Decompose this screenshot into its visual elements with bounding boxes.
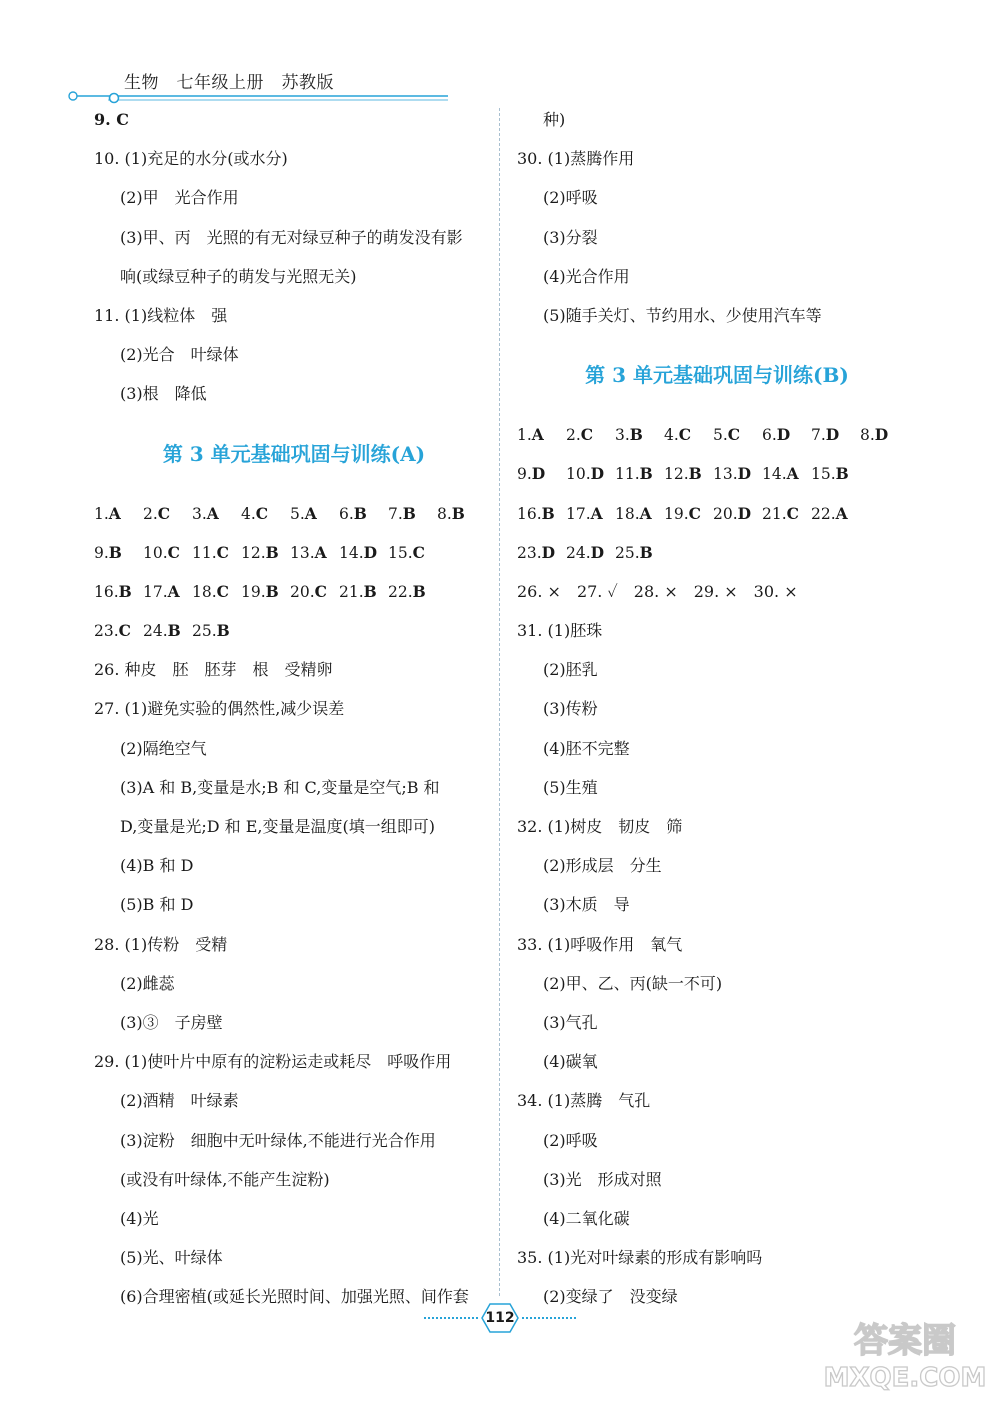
answer-letter: B: [835, 464, 849, 484]
question-number: 18.: [192, 582, 217, 601]
question-number: 24.: [566, 543, 591, 562]
question-number: 9.: [517, 465, 532, 484]
choice-answer: [241, 572, 290, 611]
choice-answer: [566, 415, 615, 454]
question-number: 14.: [339, 543, 364, 562]
answer-letter: A: [786, 464, 799, 484]
answer-letter: B: [639, 542, 653, 562]
answer-line: 32. (1)树皮 韧皮 筛: [517, 817, 683, 836]
choice-answer: [566, 533, 615, 572]
question-number: 20.: [713, 504, 738, 523]
question-number: 23.: [517, 543, 542, 562]
answer-letter: B: [167, 621, 181, 641]
watermark-logo: [820, 1310, 990, 1395]
choice-answers-row: [517, 415, 917, 454]
question-number: 7.: [388, 504, 403, 523]
choice-answers-row: [94, 533, 494, 572]
answer-line: (3)③ 子房壁: [120, 1012, 223, 1032]
answer-letter: D: [541, 542, 556, 562]
answer-line: 种): [543, 110, 566, 129]
question-number: 4.: [664, 426, 679, 445]
answer-line: (5)生殖: [543, 777, 598, 797]
answer-line: 29. (1)使叶片中原有的淀粉运走或耗尽 呼吸作用: [94, 1052, 452, 1072]
answer-line: (4)胚不完整: [543, 738, 630, 758]
answer-line: (2)胚乳: [543, 660, 598, 680]
answer-line: (4)二氧化碳: [543, 1208, 630, 1228]
choice-answer: [241, 533, 290, 572]
answer-letter: A: [590, 503, 603, 523]
answer-letter: C: [255, 503, 269, 523]
question-number: 13.: [290, 543, 315, 562]
answer-letter: D: [590, 464, 605, 484]
answer-line: 26. × 27. ✓ 28. × 29. × 30. ×: [517, 581, 798, 601]
choice-answer: [811, 415, 860, 454]
choice-answer: [192, 494, 241, 533]
answer-letter: C: [118, 621, 131, 641]
choice-answer: [94, 611, 143, 650]
answer-line: 30. (1)蒸腾作用: [517, 149, 635, 169]
answer-line: (3)木质 导: [543, 895, 630, 915]
choice-answer: [517, 454, 566, 493]
choice-answer: [339, 494, 388, 533]
answer-line: 33. (1)呼吸作用 氧气: [517, 934, 683, 954]
choice-answer: [615, 415, 664, 454]
choice-answer: [615, 454, 664, 493]
answer-line: (2)变绿了 没变绿: [543, 1287, 678, 1307]
answer-letter: B: [265, 542, 279, 562]
answer-line: D,变量是光;D 和 E,变量是温度(填一组即可): [120, 817, 435, 836]
answer-letter: A: [531, 425, 544, 445]
question-number: 13.: [713, 465, 738, 484]
answer-letter: B: [118, 581, 132, 601]
choice-answer: [290, 494, 339, 533]
answer-line: (5)随手关灯、节约用水、少使用汽车等: [543, 305, 822, 325]
choice-answer: [811, 454, 860, 493]
answer-letter: A: [167, 581, 180, 601]
book-title: 生物 七年级上册 苏教版: [124, 73, 334, 93]
choice-answer: [566, 454, 615, 493]
question-number: 19.: [241, 582, 266, 601]
choice-answer: [388, 494, 437, 533]
choice-answer: [615, 494, 664, 533]
question-number: 5.: [713, 426, 728, 445]
answer-letter: C: [786, 503, 799, 523]
answer-letter: B: [216, 621, 230, 641]
question-number: 14.: [762, 465, 787, 484]
question-number: 3.: [192, 504, 207, 523]
answer-letter: A: [835, 503, 848, 523]
right-column: [517, 100, 917, 1316]
question-number: 2.: [143, 504, 158, 523]
choice-answer: [339, 533, 388, 572]
question-number: 5.: [290, 504, 305, 523]
answer-letter: B: [541, 503, 555, 523]
choice-answer: [290, 572, 339, 611]
question-number: 1.: [517, 426, 532, 445]
answer-line: (2)酒精 叶绿素: [120, 1091, 239, 1111]
question-number: 7.: [811, 426, 826, 445]
answer-letter: D: [776, 425, 791, 445]
answer-letter: D: [825, 425, 840, 445]
answer-letter: B: [639, 464, 653, 484]
choice-answer: [811, 494, 860, 533]
question-number: 11.: [192, 543, 217, 562]
answer-line: 31. (1)胚珠: [517, 621, 603, 641]
choice-answer: [713, 454, 762, 493]
answer-letter: C: [157, 503, 171, 523]
answer-letter: B: [265, 581, 279, 601]
answer-letter: B: [629, 425, 643, 445]
answer-line: 10. (1)充足的水分(或水分): [94, 149, 288, 169]
page-footer: [420, 1300, 580, 1340]
choice-answer: [615, 533, 664, 572]
choice-answer: [713, 494, 762, 533]
question-number: 21.: [339, 582, 364, 601]
question-number: 18.: [615, 504, 640, 523]
question-number: 12.: [241, 543, 266, 562]
choice-answer: [388, 572, 437, 611]
choice-answer: [94, 494, 143, 533]
answer-letter: D: [363, 542, 378, 562]
question-number: 23.: [94, 622, 119, 641]
question-number: 10.: [143, 543, 168, 562]
choice-answer: [860, 415, 909, 454]
answer-letter: C: [580, 425, 594, 445]
answer-letter: A: [108, 503, 121, 523]
choice-answer: [94, 572, 143, 611]
answer-line: (2)呼吸: [543, 1130, 598, 1150]
question-number: 25.: [192, 622, 217, 641]
choice-answer: [762, 415, 811, 454]
answer-letter: A: [304, 503, 317, 523]
question-number: 3.: [615, 426, 630, 445]
answer-line: (2)形成层 分生: [543, 856, 662, 876]
section-heading: 第 3 单元基础巩固与训练(A): [162, 441, 426, 466]
answer-letter: C: [727, 425, 741, 445]
choice-answers-row: [94, 494, 494, 533]
answer-line: (2)隔绝空气: [120, 738, 207, 758]
answer-line: 9. C: [94, 110, 130, 129]
choice-answer: [192, 611, 241, 650]
choice-answer: [566, 494, 615, 533]
answer-line: (2)雌蕊: [120, 973, 175, 993]
answer-letter: C: [412, 542, 425, 562]
answer-line: (4)光: [120, 1208, 159, 1228]
choice-answers-row: [517, 454, 917, 493]
question-number: 4.: [241, 504, 256, 523]
svg-text:答案圈: 答案圈: [854, 1321, 956, 1361]
question-number: 17.: [566, 504, 591, 523]
choice-answer: [143, 611, 192, 650]
question-number: 19.: [664, 504, 689, 523]
answer-letter: D: [737, 503, 752, 523]
answer-line: (6)合理密植(或延长光照时间、加强光照、间作套: [120, 1287, 469, 1307]
answer-letter: B: [108, 542, 122, 562]
answer-line: (3)光 形成对照: [543, 1169, 662, 1189]
question-number: 9.: [94, 543, 109, 562]
answer-line: (2)甲 光合作用: [120, 188, 239, 208]
answer-letter: A: [639, 503, 652, 523]
answer-letter: C: [216, 581, 229, 601]
answer-letter: B: [688, 464, 702, 484]
question-number: 6.: [762, 426, 777, 445]
answer-line: 34. (1)蒸腾 气孔: [517, 1091, 651, 1111]
answer-line: 35. (1)光对叶绿素的形成有影响吗: [517, 1248, 763, 1268]
question-number: 22.: [811, 504, 836, 523]
question-number: 16.: [94, 582, 119, 601]
column-divider: [499, 108, 500, 1296]
answer-letter: D: [737, 464, 752, 484]
answer-line: 响(或绿豆种子的萌发与光照无关): [120, 266, 357, 286]
section-heading: 第 3 单元基础巩固与训练(B): [585, 363, 849, 388]
choice-answer: [290, 533, 339, 572]
answer-letter: D: [531, 464, 546, 484]
question-number: 1.: [94, 504, 109, 523]
choice-answer: [241, 494, 290, 533]
answer-letter: B: [363, 581, 377, 601]
choice-answer: [192, 533, 241, 572]
choice-answer: [388, 533, 437, 572]
answer-letter: C: [688, 503, 701, 523]
question-number: 10.: [566, 465, 591, 484]
answer-letter: D: [874, 425, 889, 445]
answer-line: (4)光合作用: [543, 266, 630, 286]
question-number: 21.: [762, 504, 787, 523]
answer-letter: C: [678, 425, 692, 445]
choice-answer: [143, 572, 192, 611]
question-number: 12.: [664, 465, 689, 484]
choice-answer: [517, 415, 566, 454]
answer-line: 28. (1)传粉 受精: [94, 934, 228, 954]
page-number: 112: [485, 1310, 515, 1326]
choice-answer: [517, 533, 566, 572]
choice-answer: [664, 454, 713, 493]
choice-answer: [762, 494, 811, 533]
answer-line: (3)A 和 B,变量是水;B 和 C,变量是空气;B 和: [120, 777, 440, 797]
choice-answer: [192, 572, 241, 611]
answer-letter: B: [451, 503, 465, 523]
answer-letter: C: [216, 542, 229, 562]
choice-answer: [437, 494, 486, 533]
answer-letter: B: [353, 503, 367, 523]
answer-letter: C: [314, 581, 327, 601]
answer-line: (3)气孔: [543, 1012, 598, 1032]
choice-answer: [143, 533, 192, 572]
answer-letter: A: [314, 542, 327, 562]
answer-line: (3)传粉: [543, 699, 598, 719]
choice-answers-row: [517, 494, 917, 533]
left-column: [94, 100, 494, 1316]
page-header: [0, 0, 1000, 110]
answer-line: (2)甲、乙、丙(缺一不可): [543, 973, 723, 993]
question-number: 20.: [290, 582, 315, 601]
svg-text:MXQE.COM: MXQE.COM: [823, 1363, 987, 1393]
choice-answer: [94, 533, 143, 572]
answer-line: (3)根 降低: [120, 384, 207, 404]
choice-answer: [713, 415, 762, 454]
question-number: 2.: [566, 426, 581, 445]
answer-line: (4)碳氧: [543, 1052, 598, 1072]
question-number: 6.: [339, 504, 354, 523]
choice-answer: [664, 494, 713, 533]
answer-line: 27. (1)避免实验的偶然性,减少误差: [94, 699, 345, 719]
answer-line: (或没有叶绿体,不能产生淀粉): [120, 1169, 330, 1189]
answer-line: (2)光合 叶绿体: [120, 345, 239, 365]
question-number: 11.: [615, 465, 640, 484]
answer-letter: D: [590, 542, 605, 562]
answer-line: (5)光、叶绿体: [120, 1248, 223, 1268]
question-number: 8.: [437, 504, 452, 523]
answer-letter: A: [206, 503, 219, 523]
choice-answer: [517, 494, 566, 533]
choice-answer: [339, 572, 388, 611]
question-number: 24.: [143, 622, 168, 641]
answer-letter: B: [412, 581, 426, 601]
choice-answers-row: [94, 572, 494, 611]
choice-answers-row: [94, 611, 494, 650]
answer-line: 26. 种皮 胚 胚芽 根 受精卵: [94, 660, 333, 680]
answer-line: (5)B 和 D: [120, 895, 194, 915]
answer-letter: B: [402, 503, 416, 523]
answer-line: (3)分裂: [543, 227, 598, 247]
question-number: 22.: [388, 582, 413, 601]
answer-line: (2)呼吸: [543, 188, 598, 208]
question-number: 16.: [517, 504, 542, 523]
question-number: 8.: [860, 426, 875, 445]
answer-line: (3)淀粉 细胞中无叶绿体,不能进行光合作用: [120, 1130, 436, 1150]
question-number: 25.: [615, 543, 640, 562]
choice-answers-row: [517, 533, 917, 572]
answer-letter: C: [167, 542, 180, 562]
question-number: 17.: [143, 582, 168, 601]
question-number: 15.: [811, 465, 836, 484]
answer-line: (4)B 和 D: [120, 856, 194, 876]
answer-line: (3)甲、丙 光照的有无对绿豆种子的萌发没有影: [120, 227, 463, 247]
choice-answer: [762, 454, 811, 493]
answer-line: 11. (1)线粒体 强: [94, 305, 228, 325]
question-number: 15.: [388, 543, 413, 562]
choice-answer: [664, 415, 713, 454]
choice-answer: [143, 494, 192, 533]
